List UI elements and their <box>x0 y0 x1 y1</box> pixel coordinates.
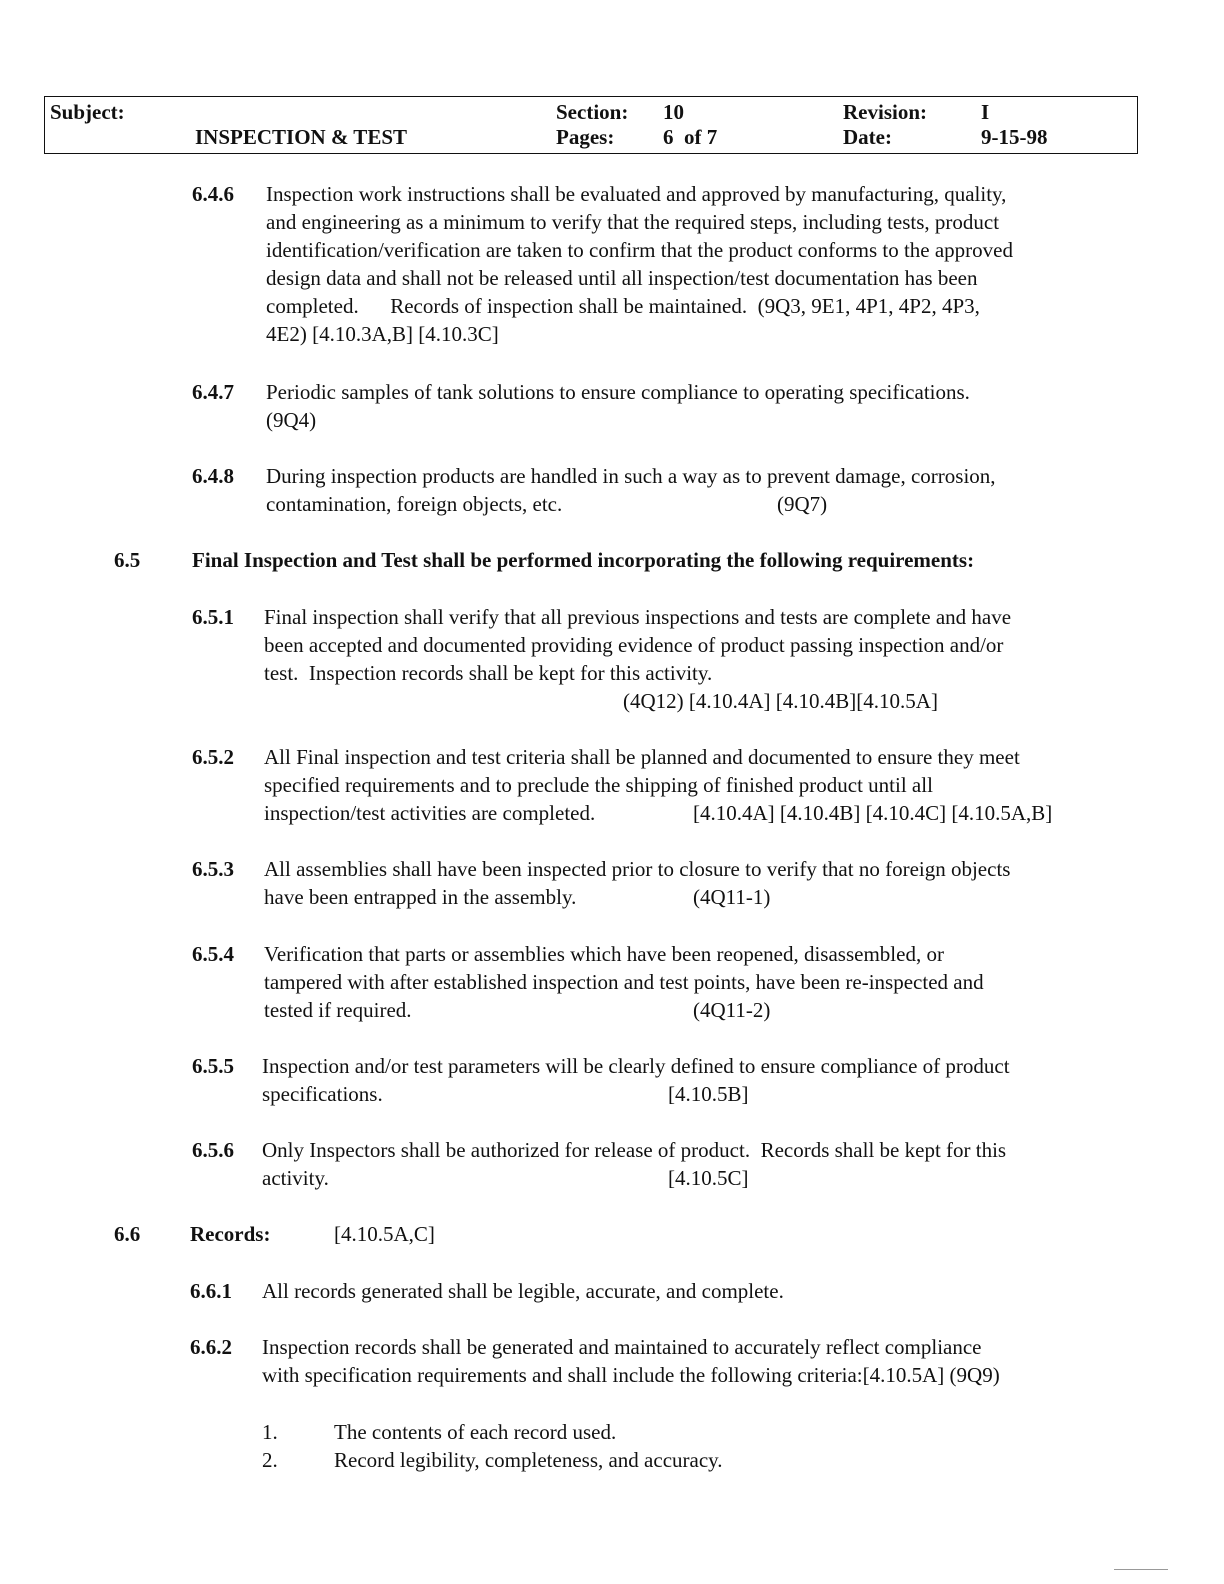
text-line: specified requirements and to preclude the shipping of finished product until all <box>264 773 933 797</box>
paragraph-number: 6.6.2 <box>190 1335 232 1359</box>
paragraph-number: 6.5.4 <box>192 942 234 966</box>
paragraph-text <box>264 603 1011 687</box>
reference-code: [4.10.5C] <box>668 1166 749 1190</box>
text-line: Final inspection shall verify that all previous inspections and tests are complete and have <box>264 605 1012 629</box>
text-line: 4E2) [4.10.3A,B] [4.10.3C] <box>266 322 499 346</box>
paragraph-number: 6.4.6 <box>192 182 234 206</box>
text-line: been accepted and documented providing evidence of product passing inspection and/or <box>264 633 1004 657</box>
scan-edge-mark <box>1114 1569 1168 1570</box>
paragraph-text <box>266 180 1013 348</box>
pages-label: Pages: <box>556 125 615 149</box>
paragraph-number: 6.5.6 <box>192 1138 234 1162</box>
text-line: All Final inspection and test criteria shall be planned and documented to ensure they meet <box>264 745 1020 769</box>
date-value: 9-15-98 <box>981 125 1048 149</box>
text-line: contamination, foreign objects, etc. <box>266 492 563 516</box>
text-line: Periodic samples of tank solutions to ensure compliance to operating specifications. <box>266 380 970 404</box>
reference-code: [4.10.5B] <box>668 1082 749 1106</box>
text-line: Only Inspectors shall be authorized for release of product. Records shall be kept for this <box>262 1138 1007 1162</box>
reference-code: (4Q11-2) <box>693 998 771 1022</box>
text-line: activity. <box>262 1166 329 1190</box>
text-line: Inspection records shall be generated and maintained to accurately reflect compliance <box>262 1335 982 1359</box>
pages-value: 6 of 7 <box>663 125 718 149</box>
reference-code: [4.10.4A] [4.10.4B] [4.10.4C] [4.10.5A,B] <box>693 801 1053 825</box>
section-number: 6.5 <box>114 548 141 572</box>
text-line: inspection/test activities are completed. <box>264 801 596 825</box>
text-line: Inspection work instructions shall be evaluated and approved by manufacturing, quality, <box>266 182 1007 206</box>
revision-value: I <box>981 100 990 124</box>
paragraph-number: 6.4.7 <box>192 380 234 404</box>
text-line: (9Q4) <box>266 408 317 432</box>
text-line: During inspection products are handled in such a way as to prevent damage, corrosion, <box>266 464 996 488</box>
date-label: Date: <box>843 125 892 149</box>
section-label: Section: <box>556 100 629 124</box>
reference-code: (4Q12) [4.10.4A] [4.10.4B][4.10.5A] <box>623 689 938 713</box>
paragraph-number: 6.5.2 <box>192 745 234 769</box>
text-line: have been entrapped in the assembly. <box>264 885 577 909</box>
text-line: tested if required. <box>264 998 412 1022</box>
text-line: test. Inspection records shall be kept for this activity. <box>264 661 713 685</box>
text-line: All assemblies shall have been inspected prior to closure to verify that no foreign objects <box>264 857 1011 881</box>
reference-code: [4.10.5A,C] <box>334 1222 435 1246</box>
paragraph-text <box>262 1333 1000 1389</box>
paragraph-text <box>266 378 970 434</box>
text-line: completed. Records of inspection shall be maintained. (9Q3, 9E1, 4P1, 4P2, 4P3, <box>266 294 980 318</box>
text-line: design data and shall not be released until all inspection/test documentation has been <box>266 266 978 290</box>
text-line: tampered with after established inspection and test points, have been re-inspected and <box>264 970 984 994</box>
list-item-text: The contents of each record used. <box>334 1420 617 1444</box>
text-line: identification/verification are taken to confirm that the product conforms to the approved <box>266 238 1013 262</box>
text-line: and engineering as a minimum to verify that the required steps, including tests, product <box>266 210 1000 234</box>
section-title: Records: <box>190 1222 271 1246</box>
paragraph-number: 6.6.1 <box>190 1279 232 1303</box>
text-line: specifications. <box>262 1082 383 1106</box>
subject-value: INSPECTION & TEST <box>195 125 408 149</box>
section-title: Final Inspection and Test shall be performed incorporating the following requirements: <box>192 548 975 572</box>
section-value: 10 <box>663 100 684 124</box>
text-line: with specification requirements and shall include the following criteria:[4.10.5A] (9Q9) <box>262 1363 1000 1387</box>
reference-code: (9Q7) <box>777 492 828 516</box>
paragraph-number: 6.5.5 <box>192 1054 234 1078</box>
list-item-number: 2. <box>262 1448 278 1472</box>
text-line: Verification that parts or assemblies which have been reopened, disassembled, or <box>264 942 944 966</box>
paragraph-number: 6.4.8 <box>192 464 234 488</box>
paragraph-number: 6.5.1 <box>192 605 234 629</box>
section-number: 6.6 <box>114 1222 141 1246</box>
text-line: All records generated shall be legible, accurate, and complete. <box>262 1279 784 1303</box>
reference-code: (4Q11-1) <box>693 885 771 909</box>
subject-label: Subject: <box>50 100 125 124</box>
text-line: Inspection and/or test parameters will be clearly defined to ensure compliance of product <box>262 1054 1010 1078</box>
list-item-text: Record legibility, completeness, and accuracy. <box>334 1448 723 1472</box>
list-item-number: 1. <box>262 1420 278 1444</box>
paragraph-number: 6.5.3 <box>192 857 234 881</box>
revision-label: Revision: <box>843 100 927 124</box>
document-header <box>44 96 1138 154</box>
